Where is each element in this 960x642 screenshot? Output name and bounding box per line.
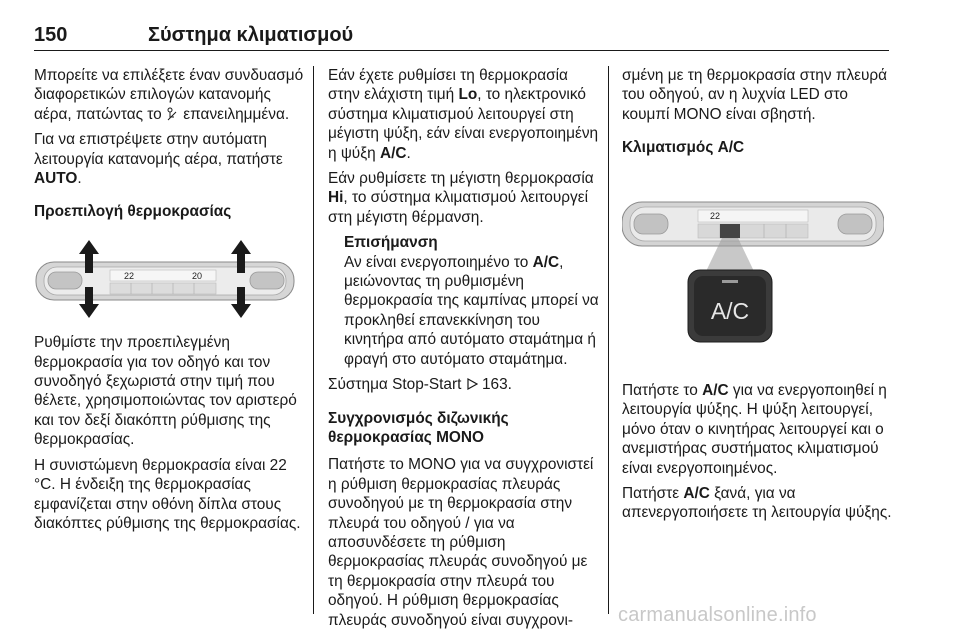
temp-display: 22 [710,210,721,221]
section-heading: Συγχρονισμός διζωνικής θερμοκρασίας MONO [328,409,509,446]
column-divider [608,66,609,614]
page-reference-icon [466,378,478,390]
paragraph: Πατήστε A/C ξανά, για να απενεργοποιήσετε τη λειτουργία ψύξης. [622,485,892,522]
auto-label: AUTO [34,170,78,188]
section-heading: Προεπιλογή θερμοκρασίας [34,203,232,221]
paragraph: σμένη με τη θερμοκρασία στην πλευρά του οδηγού, αν η λυχνία LED στο κουμπί MONO είναι σβηστή. [622,67,888,123]
page-title: Σύστημα κλιματισμού [148,24,354,46]
page-header [34,14,889,51]
left-temp-display: 22 [124,270,135,281]
page-number: 150 [34,24,68,46]
paragraph: Πατήστε το MONO για να συγχρονιστεί η ρύθμιση θερμοκρασίας πλευράς συνοδηγού με τη θερμοκρασία στην πλευρά του οδηγού / για να αποσυνδέσετε τη ρύθμιση θερμοκρασίας πλευράς συνοδηγού με τη θερμοκρασία στην πλευρά του οδηγού. Η ρύθμιση θερμοκρασίας πλευράς συνοδηγού είναι συγχρονι- [328,456,594,629]
paragraph: Εάν ρυθμίσετε τη μέγιστη θερμοκρασία Hi, το σύστημα κλιματισμού λειτουργεί στη μέγιστη θέρμανση. [328,170,594,226]
paragraph: Σύστημα Stop-Start 163. [328,376,512,394]
column-1 [34,66,304,539]
note-title: Επισήμανση [344,234,438,252]
ac-button-label: A/C [710,297,750,324]
right-temp-display: 20 [192,270,203,281]
ac-button-figure [622,200,884,360]
paragraph: Πατήστε το A/C για να ενεργοποιηθεί η λειτουργία ψύξης. Η ψύξη λειτουργεί, μόνο όταν ο κινητήρας λειτουργεί και ο ανεμιστήρας συστήματος κλιματισμού είναι ενεργοποιημένος. [622,382,887,477]
section-heading: Κλιματισμός A/C [622,139,745,157]
column-2 [328,66,600,636]
paragraph: Εάν έχετε ρυθμίσει τη θερμοκρασία στην ελάχιστη τιμή Lo, το ηλεκτρονικό σύστημα κλιματισμού λειτουργεί στη μέγιστη ψύξη, εάν είναι ενεργοποιημένη η ψύξη A/C. [328,67,599,162]
climate-panel-figure [34,240,296,318]
column-3 [622,66,894,529]
air-distribution-icon [166,107,179,121]
note-text: Αν είναι ενεργοποιημένο το A/C, μειώνοντας τη ρυθμισμένη θερμοκρασία της καμπίνας μπορεί να προκληθεί επανεκκίνηση του κινητήρα από αυτόματο σταμάτημα ή φραγή στο αυτόματο σταμάτημα. [344,253,599,368]
note-box [344,233,600,369]
paragraph: Η συνιστώμενη θερμοκρασία είναι 22 °C. Η ένδειξη της θερμοκρασίας εμφανίζεται στην οθόνη δίπλα στους διακόπτες ρύθμισης της θερμοκρασίας. [34,456,301,532]
watermark: carmanualsonline.info [618,604,817,626]
paragraph: Μπορείτε να επιλέξετε έναν συνδυασμό διαφορετικών επιλογών κατανομής αέρα, πατώντας το επανειλημμένα. [34,67,304,123]
paragraph: Για να επιστρέψετε στην αυτόματη λειτουργία κατανομής αέρα, πατήστε AUTO. [34,131,283,188]
paragraph: Ρυθμίστε την προεπιλεγμένη θερμοκρασία για τον οδηγό και τον συνοδηγό ξεχωριστά στην τιμή που θέλετε, χρησιμοποιώντας τον αριστερό και τον δεξί διακόπτη ρύθμισης της θερμοκρασίας. [34,334,297,449]
column-divider [313,66,314,614]
